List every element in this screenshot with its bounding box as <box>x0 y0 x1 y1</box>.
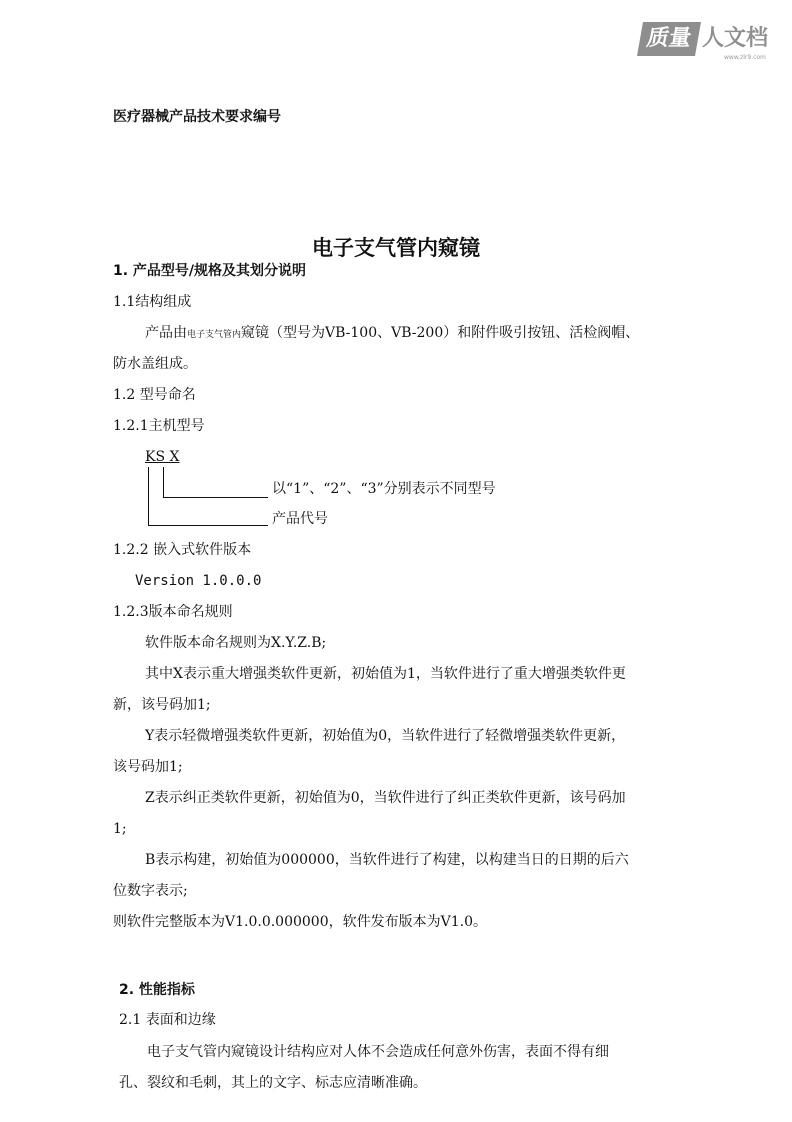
diagram-line-inner-horizontal <box>163 497 268 498</box>
full-version-statement: 则软件完整版本为V1.0.0.000000，软件发布版本为V1.0。 <box>113 914 487 930</box>
surface-paragraph-line1: 电子支气管内窥镜设计结构应对人体不会造成任何意外伤害，表面不得有细 <box>147 1044 609 1060</box>
diagram-line-outer-horizontal <box>148 525 268 526</box>
structure-text-b: 窥镜（型号为VB-100、VB-200）和附件吸引按钮、活检阀帽、 <box>241 325 640 341</box>
surface-paragraph-line2: 孔、裂纹和毛刺，其上的文字、标志应清晰准确。 <box>119 1075 427 1091</box>
diagram-label-model-number: 以“1”、“2”、“3”分别表示不同型号 <box>272 481 496 497</box>
rule-x-line2: 新，该号码加1; <box>113 697 211 713</box>
rule-y-line1: Y表示轻微增强类软件更新，初始值为0，当软件进行了轻微增强类软件更新， <box>145 728 626 744</box>
section-1-1-heading: 1.1结构组成 <box>113 294 192 310</box>
section-1-2-3-heading: 1.2.3版本命名规则 <box>113 604 233 620</box>
section-2-1-heading: 2.1 表面和边缘 <box>119 1012 216 1028</box>
section-1-2-2-heading: 1.2.2 嵌入式软件版本 <box>113 542 252 558</box>
header-label: 医疗器械产品技术要求编号 <box>113 109 281 125</box>
rule-y-line2: 该号码加1; <box>113 759 183 775</box>
structure-paragraph-line1 <box>145 323 639 345</box>
structure-paragraph-line2: 防水盖组成。 <box>113 356 197 372</box>
document-title: 电子支气管内窥镜 <box>312 236 480 260</box>
structure-text-a: 产品由 <box>145 325 187 341</box>
diagram-label-product-code: 产品代号 <box>272 511 328 527</box>
rule-z-line1: Z表示纠正类软件更新，初始值为0，当软件进行了纠正类软件更新，该号码加 <box>145 790 626 806</box>
structure-text-small: 电子支气管内 <box>187 330 242 340</box>
diagram-line-inner-vertical <box>163 467 164 497</box>
section-1-2-1-heading: 1.2.1主机型号 <box>113 418 205 434</box>
section-1-heading: 1. 产品型号/规格及其划分说明 <box>113 263 307 279</box>
watermark-url: www.zlr9.com <box>724 54 766 61</box>
watermark-box: 质量 <box>637 22 701 56</box>
rule-b-line2: 位数字表示; <box>113 883 188 899</box>
rule-b-line1: B表示构建，初始值为000000，当软件进行了构建，以构建当日的日期的后六 <box>145 852 629 868</box>
rule-x-line1: 其中X表示重大增强类软件更新，初始值为1，当软件进行了重大增强类软件更 <box>145 666 626 682</box>
section-2-heading: 2. 性能指标 <box>119 982 195 998</box>
model-code: KS X <box>145 449 180 465</box>
diagram-line-outer-vertical <box>148 467 149 525</box>
rule-intro: 软件版本命名规则为X.Y.Z.B; <box>145 635 327 651</box>
section-1-2-heading: 1.2 型号命名 <box>113 387 196 403</box>
rule-z-line2: 1; <box>113 821 127 837</box>
software-version: Version 1.0.0.0 <box>135 573 262 589</box>
watermark-logo <box>640 22 780 62</box>
watermark-text: 人文档 <box>702 26 769 51</box>
